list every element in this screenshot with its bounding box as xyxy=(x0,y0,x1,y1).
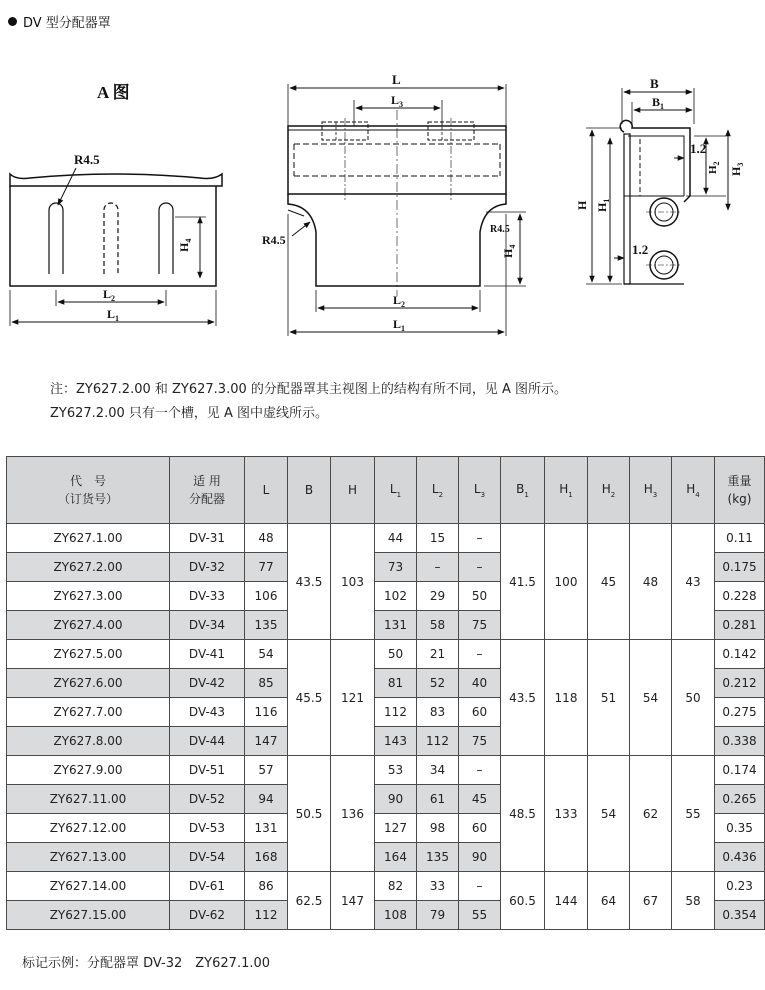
cell-distributor: DV-33 xyxy=(170,582,245,611)
cell-b: 62.5 xyxy=(288,872,331,930)
cell-weight: 0.275 xyxy=(715,698,765,727)
cell-code: ZY627.7.00 xyxy=(7,698,170,727)
header-b: B xyxy=(288,457,331,524)
cell-code: ZY627.3.00 xyxy=(7,582,170,611)
cell-l: 116 xyxy=(245,698,288,727)
cell-distributor: DV-34 xyxy=(170,611,245,640)
cell-l3: 60 xyxy=(459,814,501,843)
header-l1: $L_1$ xyxy=(375,457,417,524)
cell-distributor: DV-61 xyxy=(170,872,245,901)
view-side xyxy=(575,76,745,284)
label-12-lower: 1.2 xyxy=(632,242,649,257)
cell-weight: 0.23 xyxy=(715,872,765,901)
cell-l3: – xyxy=(459,553,501,582)
cell-h4: 50 xyxy=(672,640,715,756)
cell-code: ZY627.6.00 xyxy=(7,669,170,698)
label-b1-side: $B_1$ xyxy=(652,95,665,111)
cell-h1: 144 xyxy=(545,872,588,930)
cell-distributor: DV-43 xyxy=(170,698,245,727)
cell-b1: 43.5 xyxy=(501,640,545,756)
header-l3: $L_3$ xyxy=(459,457,501,524)
cell-code: ZY627.13.00 xyxy=(7,843,170,872)
cell-code: ZY627.15.00 xyxy=(7,901,170,930)
table-row xyxy=(7,872,765,901)
cell-h: 136 xyxy=(331,756,375,872)
cell-l: 94 xyxy=(245,785,288,814)
cell-code: ZY627.1.00 xyxy=(7,524,170,553)
view-a xyxy=(10,83,222,326)
label-h3-side: $H_3$ xyxy=(729,162,745,176)
label-l1-a: $L_1$ xyxy=(107,307,120,323)
cell-distributor: DV-41 xyxy=(170,640,245,669)
note-line-2: ZY627.2.00 只有一个槽，见 A 图中虚线所示。 xyxy=(50,406,329,421)
cell-distributor: DV-62 xyxy=(170,901,245,930)
spec-table xyxy=(6,456,765,930)
cell-l2: 34 xyxy=(417,756,459,785)
cell-l1: 108 xyxy=(375,901,417,930)
cell-b: 45.5 xyxy=(288,640,331,756)
cell-l3: 75 xyxy=(459,727,501,756)
cell-h3: 54 xyxy=(630,640,672,756)
header-h3: $H_3$ xyxy=(630,457,672,524)
cell-distributor: DV-53 xyxy=(170,814,245,843)
table-header-row xyxy=(7,457,765,524)
cell-l1: 112 xyxy=(375,698,417,727)
cell-distributor: DV-51 xyxy=(170,756,245,785)
cell-h: 103 xyxy=(331,524,375,640)
label-l-front: L xyxy=(392,72,401,87)
cell-l2: 33 xyxy=(417,872,459,901)
cell-weight: 0.338 xyxy=(715,727,765,756)
cell-l2: 135 xyxy=(417,843,459,872)
cell-l: 85 xyxy=(245,669,288,698)
cell-l2: 29 xyxy=(417,582,459,611)
cell-l3: 90 xyxy=(459,843,501,872)
cell-l1: 44 xyxy=(375,524,417,553)
cell-b: 43.5 xyxy=(288,524,331,640)
cell-weight: 0.228 xyxy=(715,582,765,611)
cell-l3: 45 xyxy=(459,785,501,814)
spec-table-body xyxy=(7,524,765,930)
cell-h2: 64 xyxy=(588,872,630,930)
view-front xyxy=(262,72,526,336)
header-l2: $L_2$ xyxy=(417,457,459,524)
header-code: 代 号 （订货号） xyxy=(7,457,170,524)
cell-weight: 0.142 xyxy=(715,640,765,669)
view-a-title: A 图 xyxy=(97,83,130,102)
header-h4: $H_4$ xyxy=(672,457,715,524)
label-h2-side: $H_2$ xyxy=(707,161,721,174)
cell-l1: 143 xyxy=(375,727,417,756)
cell-l: 57 xyxy=(245,756,288,785)
cell-l2: 79 xyxy=(417,901,459,930)
note-line-1: 注：ZY627.2.00 和 ZY627.3.00 的分配器罩其主视图上的结构有所不同，见 A 图所示。 xyxy=(50,382,568,397)
cell-l2: 15 xyxy=(417,524,459,553)
cell-code: ZY627.5.00 xyxy=(7,640,170,669)
label-r45-front-left: R4.5 xyxy=(262,233,286,247)
cell-l1: 50 xyxy=(375,640,417,669)
cell-l2: 112 xyxy=(417,727,459,756)
cell-l2: – xyxy=(417,553,459,582)
cell-h: 121 xyxy=(331,640,375,756)
cell-l: 147 xyxy=(245,727,288,756)
cell-weight: 0.174 xyxy=(715,756,765,785)
cell-code: ZY627.2.00 xyxy=(7,553,170,582)
cell-l3: – xyxy=(459,640,501,669)
cell-distributor: DV-31 xyxy=(170,524,245,553)
cell-l: 106 xyxy=(245,582,288,611)
cell-distributor: DV-44 xyxy=(170,727,245,756)
bullet-icon xyxy=(8,17,17,26)
cell-h2: 54 xyxy=(588,756,630,872)
cell-code: ZY627.14.00 xyxy=(7,872,170,901)
label-r45-front-right: R4.5 xyxy=(490,224,510,235)
cell-h3: 62 xyxy=(630,756,672,872)
cell-l3: 40 xyxy=(459,669,501,698)
cell-l1: 127 xyxy=(375,814,417,843)
cell-code: ZY627.4.00 xyxy=(7,611,170,640)
cell-l1: 90 xyxy=(375,785,417,814)
section-heading-text: DV 型分配器罩 xyxy=(23,16,111,31)
header-b1: $B_1$ xyxy=(501,457,545,524)
cell-h3: 48 xyxy=(630,524,672,640)
cell-l2: 98 xyxy=(417,814,459,843)
cell-distributor: DV-52 xyxy=(170,785,245,814)
cell-h2: 45 xyxy=(588,524,630,640)
cell-l: 48 xyxy=(245,524,288,553)
cell-l3: 75 xyxy=(459,611,501,640)
cell-l2: 83 xyxy=(417,698,459,727)
cell-b1: 48.5 xyxy=(501,756,545,872)
cell-distributor: DV-32 xyxy=(170,553,245,582)
technical-drawing xyxy=(0,60,750,360)
label-h1-side: $H_1$ xyxy=(595,198,611,212)
cell-l3: – xyxy=(459,756,501,785)
cell-l: 135 xyxy=(245,611,288,640)
cell-l3: – xyxy=(459,524,501,553)
label-l3-front: $L_3$ xyxy=(391,93,404,109)
cell-l1: 82 xyxy=(375,872,417,901)
label-l2-a: $L_2$ xyxy=(103,287,116,303)
cell-code: ZY627.8.00 xyxy=(7,727,170,756)
cell-l1: 53 xyxy=(375,756,417,785)
cell-l3: – xyxy=(459,872,501,901)
cell-h4: 58 xyxy=(672,872,715,930)
cell-l: 77 xyxy=(245,553,288,582)
cell-l1: 131 xyxy=(375,611,417,640)
header-h2: $H_2$ xyxy=(588,457,630,524)
cell-h4: 43 xyxy=(672,524,715,640)
cell-b: 50.5 xyxy=(288,756,331,872)
header-weight: 重量 (kg) xyxy=(715,457,765,524)
cell-l2: 61 xyxy=(417,785,459,814)
label-l2-front: $L_2$ xyxy=(393,293,406,309)
cell-l2: 21 xyxy=(417,640,459,669)
marking-example: 标记示例：分配器罩 DV-32 ZY627.1.00 xyxy=(22,956,271,971)
cell-l: 131 xyxy=(245,814,288,843)
cell-code: ZY627.11.00 xyxy=(7,785,170,814)
cell-l1: 164 xyxy=(375,843,417,872)
cell-l1: 102 xyxy=(375,582,417,611)
cell-l3: 60 xyxy=(459,698,501,727)
cell-l: 54 xyxy=(245,640,288,669)
cell-l: 168 xyxy=(245,843,288,872)
cell-h1: 133 xyxy=(545,756,588,872)
cell-weight: 0.11 xyxy=(715,524,765,553)
cell-l2: 52 xyxy=(417,669,459,698)
cell-l3: 50 xyxy=(459,582,501,611)
cell-h3: 67 xyxy=(630,872,672,930)
label-12-upper: 1.2 xyxy=(690,141,707,156)
cell-l3: 55 xyxy=(459,901,501,930)
cell-b1: 60.5 xyxy=(501,872,545,930)
cell-weight: 0.175 xyxy=(715,553,765,582)
header-l: L xyxy=(245,457,288,524)
cell-h1: 100 xyxy=(545,524,588,640)
section-heading xyxy=(8,12,111,31)
cell-weight: 0.354 xyxy=(715,901,765,930)
label-b-side: B xyxy=(650,76,659,91)
label-h4-a: $H_4$ xyxy=(177,238,193,252)
note-block xyxy=(50,378,567,426)
label-r45-a: R4.5 xyxy=(74,152,100,167)
cell-l1: 81 xyxy=(375,669,417,698)
header-distributor: 适 用 分配器 xyxy=(170,457,245,524)
cell-code: ZY627.12.00 xyxy=(7,814,170,843)
cell-l: 86 xyxy=(245,872,288,901)
cell-l: 112 xyxy=(245,901,288,930)
cell-l1: 73 xyxy=(375,553,417,582)
cell-weight: 0.35 xyxy=(715,814,765,843)
header-h: H xyxy=(331,457,375,524)
cell-distributor: DV-42 xyxy=(170,669,245,698)
cell-weight: 0.212 xyxy=(715,669,765,698)
cell-weight: 0.265 xyxy=(715,785,765,814)
cell-weight: 0.281 xyxy=(715,611,765,640)
label-h-side: H xyxy=(575,200,589,210)
cell-l2: 58 xyxy=(417,611,459,640)
header-h1: $H_1$ xyxy=(545,457,588,524)
cell-weight: 0.436 xyxy=(715,843,765,872)
table-row xyxy=(7,756,765,785)
label-l1-front: $L_1$ xyxy=(393,317,406,333)
cell-h1: 118 xyxy=(545,640,588,756)
cell-h4: 55 xyxy=(672,756,715,872)
table-row xyxy=(7,524,765,553)
cell-code: ZY627.9.00 xyxy=(7,756,170,785)
table-row xyxy=(7,640,765,669)
label-h4-front: $H_4$ xyxy=(501,244,517,258)
cell-distributor: DV-54 xyxy=(170,843,245,872)
cell-h2: 51 xyxy=(588,640,630,756)
cell-b1: 41.5 xyxy=(501,524,545,640)
cell-h: 147 xyxy=(331,872,375,930)
